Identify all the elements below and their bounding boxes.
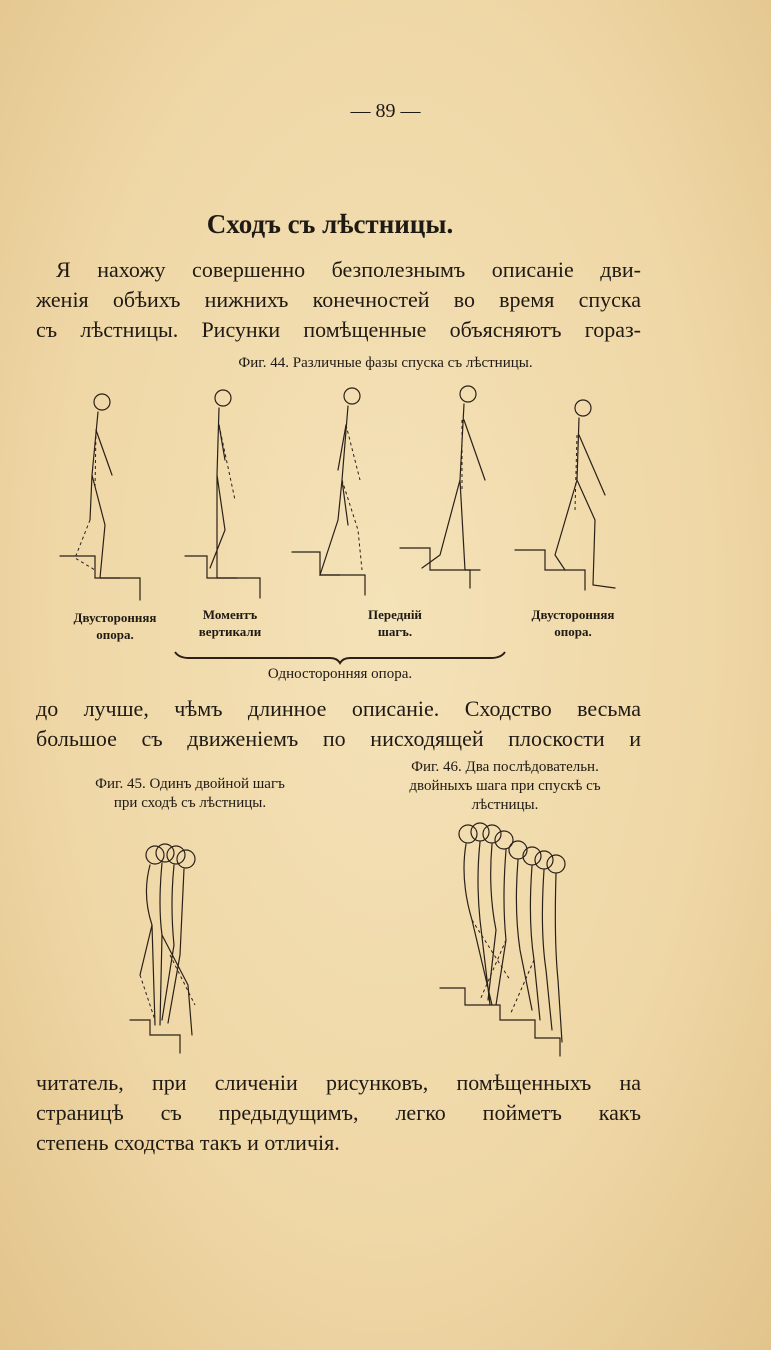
- text-line: Я нахожу совершенно безполезнымъ описаніе дви-: [56, 257, 641, 282]
- figure-44-illustration: [50, 380, 640, 605]
- figure-45-caption: [40, 775, 340, 813]
- figure-46-illustration: [440, 820, 590, 1060]
- text-line: страницѣ съ предыдущимъ, легко пойметъ какъ: [36, 1100, 641, 1125]
- section-heading: Сходъ съ лѣстницы.: [206, 209, 454, 239]
- stick-figure: [60, 394, 140, 600]
- text-line: женія обѣихъ нижнихъ конечностей во время спуска: [36, 287, 641, 312]
- paragraph-3: [36, 1068, 641, 1158]
- text-line: до лучше, чѣмъ длинное описаніе. Сходство весьма: [36, 696, 641, 721]
- label-line: Двусторонняя: [73, 610, 157, 625]
- label-line: опора.: [96, 627, 134, 642]
- stick-figure: [515, 400, 615, 590]
- brace: [175, 648, 505, 664]
- figure-44-label: [350, 606, 440, 640]
- caption-line: Фиг. 46. Два послѣдовательн.: [411, 759, 599, 775]
- figure-44-caption: Фиг. 44. Различные фазы спуска съ лѣстницы.: [238, 355, 533, 371]
- figure-44-label: [175, 606, 285, 640]
- stick-figure: [292, 388, 365, 595]
- label-line: шагъ.: [377, 624, 413, 639]
- figure-46-caption: [355, 758, 655, 815]
- caption-line: лѣстницы.: [471, 797, 539, 813]
- label-line: Моментъ: [202, 607, 258, 622]
- paragraph-2: [36, 694, 641, 754]
- label-line: вертикали: [198, 624, 262, 639]
- caption-line: двойныхъ шага при спускѣ съ: [409, 778, 601, 794]
- page-number: — 89 —: [350, 100, 421, 122]
- paragraph-1: [36, 255, 641, 345]
- figure-44-label: [508, 606, 638, 640]
- text-line: степень сходства такъ и отличія.: [36, 1130, 340, 1155]
- brace-label: Односторонняя опора.: [267, 666, 413, 682]
- text-line: читатель, при сличеніи рисунковъ, помѣщенныхъ на: [36, 1070, 641, 1095]
- caption-line: Фиг. 45. Одинъ двойной шагъ: [95, 776, 285, 792]
- caption-line: при сходѣ съ лѣстницы.: [113, 795, 267, 811]
- text-line: большое съ движеніемъ по нисходящей плоскости и: [36, 726, 641, 751]
- figure-45-illustration: [100, 835, 230, 1060]
- text-line: съ лѣстницы. Рисунки помѣщенные объясняютъ гораз-: [36, 317, 641, 342]
- label-line: Передній: [368, 607, 422, 622]
- stick-figure: [400, 386, 485, 588]
- label-line: Двусторонняя: [531, 607, 615, 622]
- figure-44-label: [55, 609, 175, 643]
- label-line: опора.: [554, 624, 592, 639]
- stick-figure: [185, 390, 260, 598]
